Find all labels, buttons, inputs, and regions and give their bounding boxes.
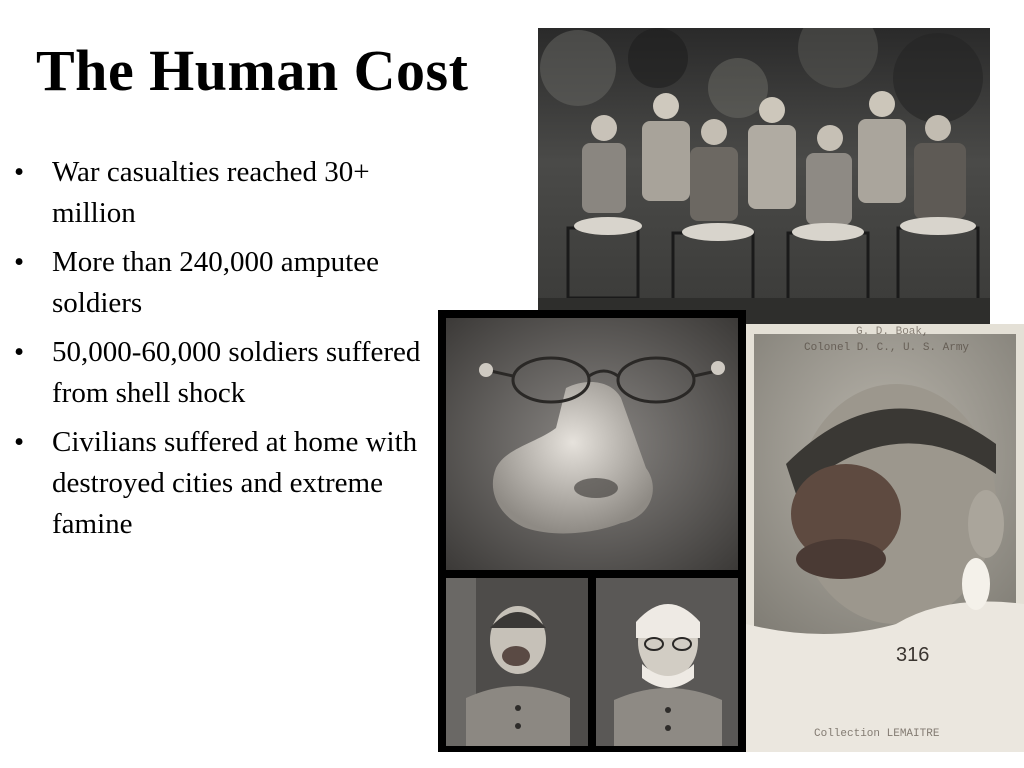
bullet-shell-shock: • 50,000-60,000 soldiers suffered from shell shock: [14, 332, 444, 414]
amputee-soldiers-photo: [538, 28, 990, 324]
slide-title: The Human Cost: [36, 38, 469, 103]
bullet-list: [14, 152, 444, 553]
bullet-casualties: • War casualties reached 30+ million: [14, 152, 444, 234]
wounded-soldier-photo-right: [596, 578, 738, 746]
caption-collection: Collection LEMAITRE: [814, 728, 940, 740]
bullet-amputees: • More than 240,000 amputee soldiers: [14, 242, 444, 324]
caption-rank: Colonel D. C., U. S. Army: [804, 342, 970, 354]
bullet-civilians: • Civilians suffered at home with destroyed cities and extreme famine: [14, 422, 444, 545]
caption-name: G. D. Boak,: [856, 326, 929, 338]
photo-number: 316: [896, 644, 930, 666]
wounded-soldier-photo-left: [446, 578, 588, 746]
facial-wound-photo: [746, 324, 1024, 752]
prosthetic-nose-photo: [446, 318, 738, 570]
